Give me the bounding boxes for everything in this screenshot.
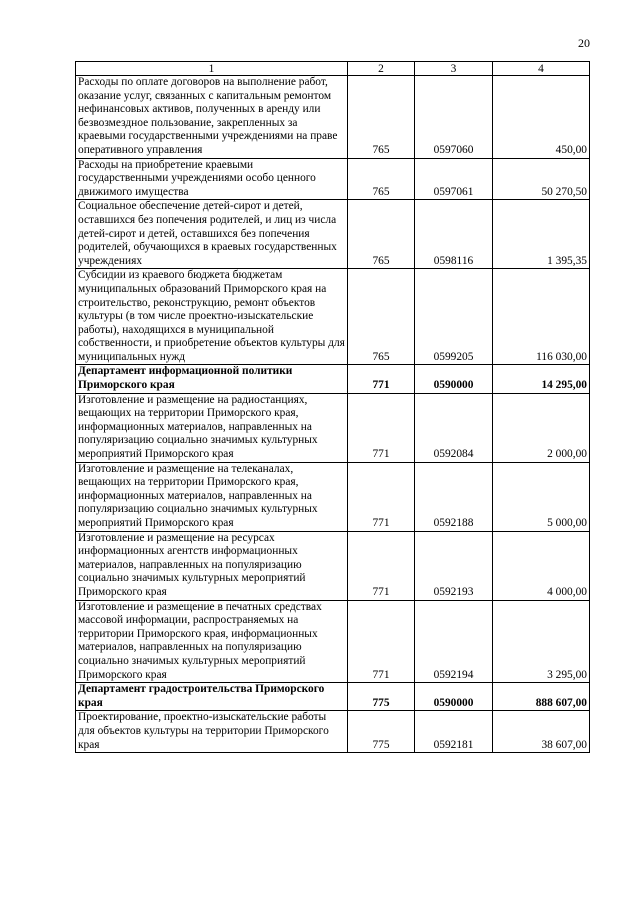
row-name-cell: Департамент градостроительства Приморского края xyxy=(76,683,348,711)
row-code2-cell: 0592181 xyxy=(415,711,493,753)
row-code1-cell: 775 xyxy=(348,711,415,753)
row-name-cell: Социальное обеспечение детей-сирот и детей, оставшихся без попечения родителей, и лиц из числа детей-сирот и детей, оставшихся без попечения родителей, обучающихся в краевых государственных учреждениях xyxy=(76,200,348,269)
row-code2-cell: 0592084 xyxy=(415,393,493,462)
row-code1-cell: 765 xyxy=(348,269,415,365)
row-name-cell: Изготовление и размещение на радиостанциях, вещающих на территории Приморского края, информационных материалов, направленных на популяризацию социально значимых культурных мероприятий Приморского края xyxy=(76,393,348,462)
row-amount-cell: 14 295,00 xyxy=(493,365,590,393)
row-code1-cell: 765 xyxy=(348,76,415,159)
row-amount-cell: 450,00 xyxy=(493,76,590,159)
row-code1-cell: 771 xyxy=(348,531,415,600)
row-code1-cell: 771 xyxy=(348,393,415,462)
row-code2-cell: 0597060 xyxy=(415,76,493,159)
row-code2-cell: 0592193 xyxy=(415,531,493,600)
row-name-cell: Департамент информационной политики Приморского края xyxy=(76,365,348,393)
table-row xyxy=(76,462,590,531)
row-code1-cell: 765 xyxy=(348,200,415,269)
table-row xyxy=(76,711,590,753)
row-code1-cell: 771 xyxy=(348,600,415,683)
table-row xyxy=(76,200,590,269)
row-name-cell: Расходы на приобретение краевыми государственными учреждениями особо ценного движимого имущества xyxy=(76,158,348,200)
row-name-cell: Субсидии из краевого бюджета бюджетам муниципальных образований Приморского края на строительство, реконструкцию, ремонт объектов культуры (в том числе проектно-изыскательские работы), находящихся в муниципальной собственности, и приобретение объектов культуры для муниципальных нужд xyxy=(76,269,348,365)
table-row xyxy=(76,269,590,365)
row-code2-cell: 0597061 xyxy=(415,158,493,200)
row-amount-cell: 4 000,00 xyxy=(493,531,590,600)
column-header-1: 1 xyxy=(76,62,348,76)
table-row xyxy=(76,600,590,683)
table-row-department xyxy=(76,365,590,393)
row-amount-cell: 50 270,50 xyxy=(493,158,590,200)
row-code2-cell: 0598116 xyxy=(415,200,493,269)
row-amount-cell: 38 607,00 xyxy=(493,711,590,753)
row-code2-cell: 0599205 xyxy=(415,269,493,365)
row-amount-cell: 888 607,00 xyxy=(493,683,590,711)
row-name-cell: Изготовление и размещение в печатных средствах массовой информации, распространяемых на территории Приморского края, информационных материалов, направленных на популяризацию социально значимых культурных мероприятий Приморского края xyxy=(76,600,348,683)
table-row xyxy=(76,158,590,200)
row-code1-cell: 775 xyxy=(348,683,415,711)
column-header-4: 4 xyxy=(493,62,590,76)
column-header-2: 2 xyxy=(348,62,415,76)
row-amount-cell: 5 000,00 xyxy=(493,462,590,531)
row-name-cell: Проектирование, проектно-изыскательские работы для объектов культуры на территории Приморского края xyxy=(76,711,348,753)
table-row xyxy=(76,76,590,159)
table-row xyxy=(76,393,590,462)
row-code2-cell: 0590000 xyxy=(415,683,493,711)
row-code1-cell: 765 xyxy=(348,158,415,200)
table-row-department xyxy=(76,683,590,711)
row-name-cell: Расходы по оплате договоров на выполнение работ, оказание услуг, связанных с капитальным ремонтом нефинансовых активов, полученных в аренду или безвозмездное пользование, закрепленных за краевыми государственными учреждениями на праве оперативного управления xyxy=(76,76,348,159)
row-code1-cell: 771 xyxy=(348,462,415,531)
row-code2-cell: 0592194 xyxy=(415,600,493,683)
page-number: 20 xyxy=(578,36,590,50)
budget-table xyxy=(75,61,590,753)
row-amount-cell: 2 000,00 xyxy=(493,393,590,462)
row-amount-cell: 3 295,00 xyxy=(493,600,590,683)
table-row xyxy=(76,531,590,600)
row-amount-cell: 1 395,35 xyxy=(493,200,590,269)
row-code2-cell: 0590000 xyxy=(415,365,493,393)
row-code2-cell: 0592188 xyxy=(415,462,493,531)
row-amount-cell: 116 030,00 xyxy=(493,269,590,365)
table-header-row xyxy=(76,62,590,76)
column-header-3: 3 xyxy=(415,62,493,76)
row-name-cell: Изготовление и размещение на телеканалах, вещающих на территории Приморского края, информационных материалов, направленных на популяризацию социально значимых культурных мероприятий Приморского края xyxy=(76,462,348,531)
row-name-cell: Изготовление и размещение на ресурсах информационных агентств информационных материалов, направленных на популяризацию социально значимых культурных мероприятий Приморского края xyxy=(76,531,348,600)
row-code1-cell: 771 xyxy=(348,365,415,393)
